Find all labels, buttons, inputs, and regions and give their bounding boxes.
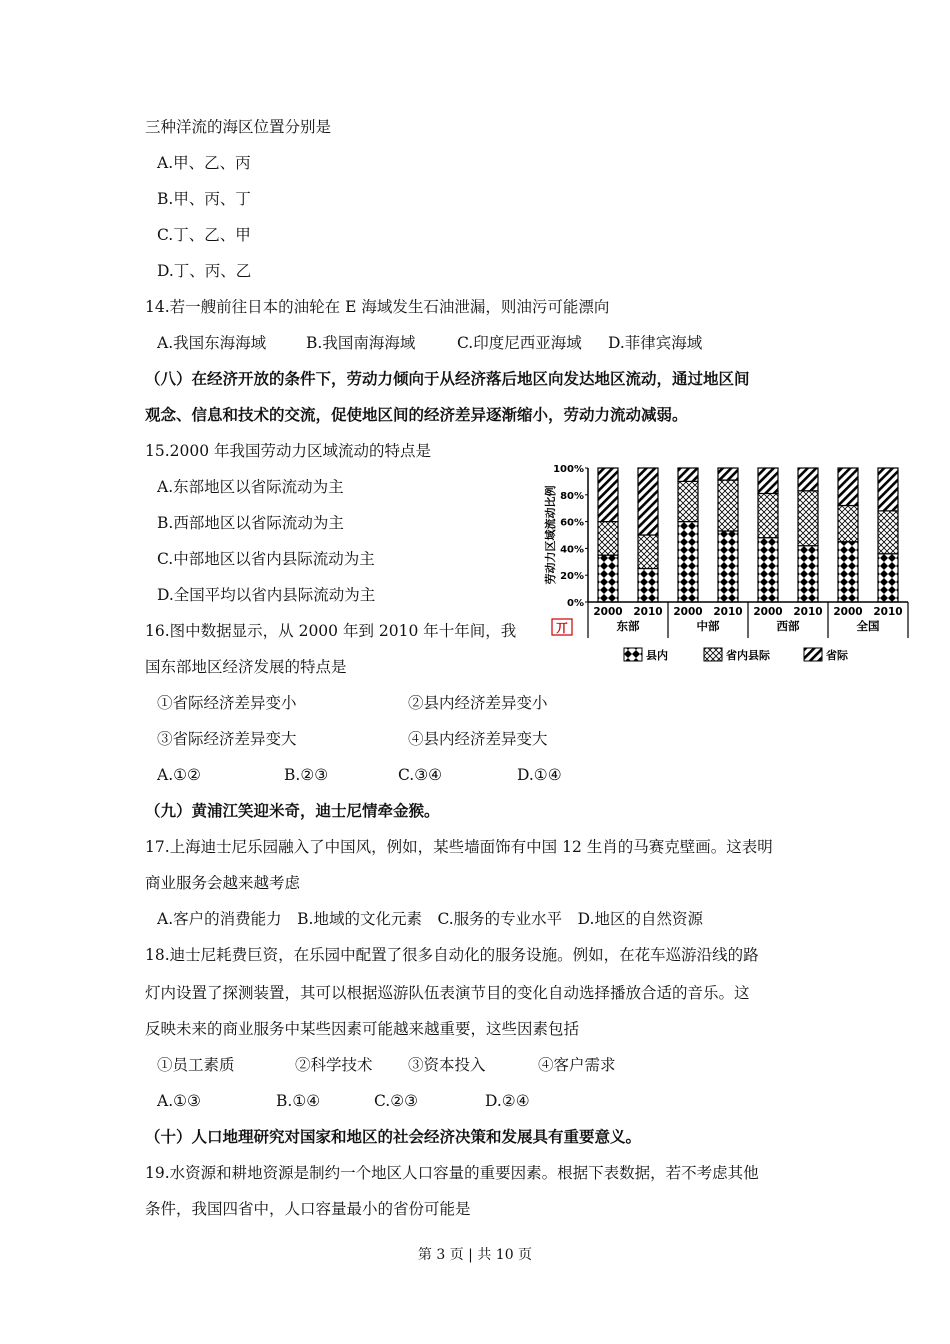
legend-swatch	[704, 648, 722, 661]
y-axis-label: 劳动力区域流动比例	[544, 485, 557, 585]
x-year-label: 2000	[593, 606, 623, 618]
bar-segment	[638, 569, 658, 603]
x-group-label: 中部	[696, 619, 720, 633]
bar-segment	[878, 554, 898, 602]
legend-label: 省内县际	[726, 649, 770, 662]
x-group-label: 全国	[856, 619, 880, 633]
bar-segment	[678, 481, 698, 521]
x-year-label: 2010	[873, 606, 903, 618]
x-year-label: 2010	[793, 606, 823, 618]
q18-option-c: C.②③	[374, 1092, 419, 1110]
bar-segment	[638, 535, 658, 569]
question-16-cont: 国东部地区经济发展的特点是	[145, 658, 347, 676]
y-tick-label: 20%	[560, 571, 584, 583]
bar-segment	[598, 522, 618, 556]
option-a: A.甲、乙、丙	[157, 154, 251, 172]
q18-statement-3: ③资本投入	[408, 1056, 486, 1074]
x-year-label: 2010	[633, 606, 663, 618]
section-10-heading: （十）人口地理研究对国家和地区的社会经济决策和发展具有重要意义。	[145, 1127, 642, 1146]
q16-option-d: D.①④	[517, 766, 562, 784]
bar-segment	[878, 468, 898, 511]
legend-swatch	[804, 648, 822, 661]
option-d: D.丁、丙、乙	[157, 262, 252, 280]
q16-option-a: A.①②	[157, 766, 201, 784]
q18-statement-2: ②科学技术	[295, 1056, 373, 1074]
y-tick-label: 100%	[553, 464, 584, 475]
x-group-label: 西部	[776, 619, 800, 633]
q14-option-a: A.我国东海海域	[157, 334, 267, 352]
q14-option-c: C.印度尼西亚海域	[457, 334, 582, 352]
x-year-label: 2000	[833, 606, 863, 618]
legend-label: 省际	[826, 649, 848, 662]
q17-options: A.客户的消费能力 B.地域的文化元素 C.服务的专业水平 D.地区的自然资源	[157, 910, 703, 928]
question-14: 14.若一艘前往日本的油轮在 E 海域发生石油泄漏，则油污可能漂向	[145, 298, 610, 316]
y-tick-label: 40%	[560, 544, 584, 556]
question-17: 17.上海迪士尼乐园融入了中国风，例如，某些墙面饰有中国 12 生肖的马赛克壁画。这表明	[145, 838, 773, 856]
section-8-heading-cont: 观念、信息和技术的交流，促使地区间的经济差异逐渐缩小，劳动力流动减弱。	[145, 405, 688, 424]
q16-statement-4: ④县内经济差异变大	[408, 730, 548, 748]
bar-segment	[758, 538, 778, 602]
option-c: C.丁、乙、甲	[157, 226, 251, 244]
q14-option-d: D.菲律宾海域	[608, 334, 703, 352]
section-8-heading: （八）在经济开放的条件下，劳动力倾向于从经济落后地区向发达地区流动，通过地区间	[145, 369, 750, 388]
question-19: 19.水资源和耕地资源是制约一个地区人口容量的重要因素。根据下表数据，若不考虑其他	[145, 1164, 759, 1182]
question-18-cont: 灯内设置了探测装置，其可以根据巡游队伍表演节目的变化自动选择播放合适的音乐。这	[145, 984, 750, 1002]
question-16: 16.图中数据显示，从 2000 年到 2010 年十年间，我	[145, 622, 517, 640]
bar-segment	[798, 491, 818, 546]
bar-segment	[678, 468, 698, 481]
text-line: 三种洋流的海区位置分别是	[145, 118, 332, 136]
q15-option-c: C.中部地区以省内县际流动为主	[157, 550, 375, 568]
bar-segment	[838, 506, 858, 542]
bar-segment	[838, 468, 858, 506]
bar-segment	[758, 493, 778, 537]
q16-option-c: C.③④	[398, 766, 443, 784]
x-year-label: 2010	[713, 606, 743, 618]
q18-option-a: A.①③	[157, 1092, 201, 1110]
question-18: 18.迪士尼耗费巨资，在乐园中配置了很多自动化的服务设施。例如，在花车巡游沿线的路	[145, 946, 759, 964]
q16-option-b: B.②③	[284, 766, 329, 784]
q14-option-b: B.我国南海海域	[306, 334, 416, 352]
x-group-label: 东部	[616, 619, 640, 633]
bar-segment	[718, 468, 738, 480]
legend-label: 县内	[646, 649, 668, 662]
q18-statement-4: ④客户需求	[538, 1056, 616, 1074]
bar-segment	[718, 480, 738, 531]
bar-segment	[878, 511, 898, 554]
bar-segment	[678, 522, 698, 602]
q16-statement-2: ②县内经济差异变小	[408, 694, 548, 712]
option-b: B.甲、丙、丁	[157, 190, 251, 208]
question-19-cont: 条件，我国四省中，人口容量最小的省份可能是	[145, 1200, 471, 1218]
question-15: 15.2000 年我国劳动力区域流动的特点是	[145, 442, 432, 460]
bar-segment	[598, 468, 618, 522]
y-tick-label: 0%	[567, 598, 584, 609]
bar-segment	[798, 468, 818, 491]
x-year-label: 2000	[753, 606, 783, 618]
q16-statement-3: ③省际经济差异变大	[157, 730, 297, 748]
page-footer: 第 3 页 | 共 10 页	[417, 1247, 533, 1263]
labor-flow-chart	[536, 458, 916, 670]
q15-option-b: B.西部地区以省际流动为主	[157, 514, 344, 532]
bar-segment	[798, 546, 818, 602]
bar-segment	[638, 468, 658, 535]
question-18-cont2: 反映未来的商业服务中某些因素可能越来越重要，这些因素包括	[145, 1020, 580, 1038]
bar-segment	[838, 542, 858, 602]
bar-segment	[598, 555, 618, 602]
question-17-cont: 商业服务会越来越考虑	[145, 874, 301, 892]
q15-option-a: A.东部地区以省际流动为主	[157, 478, 344, 496]
y-tick-label: 80%	[560, 490, 584, 502]
legend-swatch	[624, 648, 642, 661]
q18-option-b: B.①④	[276, 1092, 321, 1110]
q16-statement-1: ①省际经济差异变小	[157, 694, 297, 712]
q18-option-d: D.②④	[485, 1092, 530, 1110]
bar-segment	[718, 531, 738, 602]
x-year-label: 2000	[673, 606, 703, 618]
section-9-heading: （九）黄浦江笑迎米奇，迪士尼情牵金猴。	[145, 801, 440, 820]
y-tick-label: 60%	[560, 517, 584, 529]
q15-option-d: D.全国平均以省内县际流动为主	[157, 586, 376, 604]
bar-segment	[758, 468, 778, 493]
q18-statement-1: ①员工素质	[157, 1056, 235, 1074]
figure-label: 丌	[555, 621, 569, 635]
